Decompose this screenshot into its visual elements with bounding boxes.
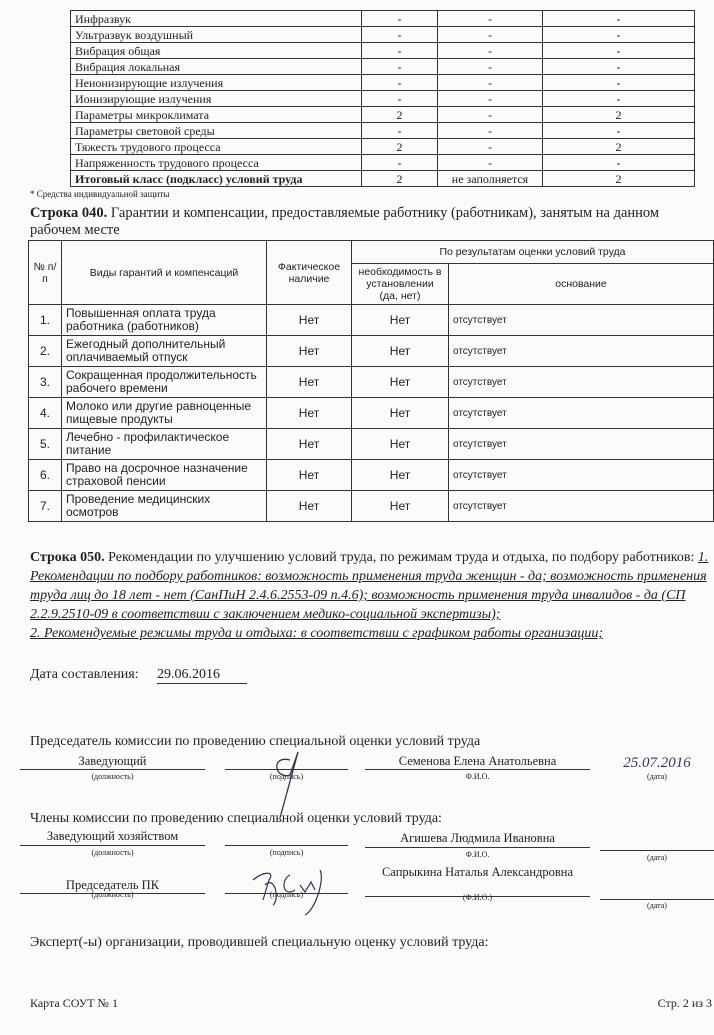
caption: (должность) [91, 890, 134, 899]
class-cell: - [438, 139, 543, 155]
class-cell: не заполняется [438, 171, 543, 187]
row-num: 4. [29, 398, 62, 429]
class-cell: - [543, 11, 695, 27]
table-row [29, 305, 714, 336]
caption: Ф.И.О. [465, 850, 490, 859]
basis-value: отсутствует [449, 460, 714, 491]
class-cell: 2 [362, 171, 438, 187]
chair-date: 25.07.2016 [623, 755, 691, 771]
need-value: Нет [352, 305, 449, 336]
class-cell: 2 [543, 139, 695, 155]
factor-name: Параметры световой среды [71, 123, 362, 139]
factor-name: Инфразвук [71, 11, 362, 27]
chair-heading: Председатель комиссии по проведению специальной оценки условий труда [30, 734, 481, 749]
table-row [71, 43, 695, 59]
class-cell: - [438, 43, 543, 59]
factor-name: Ультразвук воздушный [71, 27, 362, 43]
chair-name: Семенова Елена Анатольевна [398, 754, 557, 768]
basis-value: отсутствует [449, 491, 714, 522]
line [365, 847, 590, 848]
member-position: Председатель ПК [65, 878, 160, 892]
class-cell: - [438, 107, 543, 123]
class-cell: - [438, 11, 543, 27]
class-cell: - [362, 59, 438, 75]
actual-value: Нет [267, 491, 352, 522]
class-cell: 2 [362, 139, 438, 155]
members-heading: Члены комиссии по проведению специальной оценки условий труда: [30, 811, 442, 826]
table-row [71, 155, 695, 171]
table-row [71, 27, 695, 43]
basis-value: отсутствует [449, 429, 714, 460]
line [600, 899, 714, 900]
col-need: необходимость в установлении (да, нет) [352, 264, 449, 305]
line-label: Строка 050. [30, 550, 105, 565]
footer-left: Карта СОУТ № 1 [30, 996, 119, 1010]
line [600, 850, 714, 851]
need-value: Нет [352, 398, 449, 429]
col-actual: Фактическое наличие [267, 241, 352, 305]
table-row [71, 59, 695, 75]
table-row [71, 75, 695, 91]
table-row [71, 107, 695, 123]
date-value: 29.06.2016 [157, 667, 247, 684]
signature-image [260, 730, 310, 820]
actual-value: Нет [267, 367, 352, 398]
factor-name: Вибрация общая [71, 43, 362, 59]
basis-value: отсутствует [449, 398, 714, 429]
class-cell: - [362, 155, 438, 171]
factor-name: Неионизирующие излучения [71, 75, 362, 91]
caption: (должность) [91, 772, 134, 781]
class-cell: - [543, 75, 695, 91]
caption: (подпись) [269, 772, 304, 781]
caption: (подпись) [269, 848, 304, 857]
class-cell: - [543, 43, 695, 59]
need-value: Нет [352, 367, 449, 398]
line [20, 769, 205, 770]
class-cell: - [362, 43, 438, 59]
actual-value: Нет [267, 460, 352, 491]
table-row [71, 171, 695, 187]
caption: (дата) [647, 853, 667, 862]
table-row [29, 429, 714, 460]
signature-image [245, 860, 345, 920]
footer-page: Стр. 2 из 3 [657, 996, 712, 1010]
line [20, 845, 205, 846]
class-cell: - [543, 27, 695, 43]
class-cell: - [438, 75, 543, 91]
guarantee-kind: Молоко или другие равноценные пищевые продукты [62, 398, 267, 429]
row-num: 3. [29, 367, 62, 398]
line-050 [30, 548, 710, 643]
col-num: № п/п [29, 241, 62, 305]
actual-value: Нет [267, 305, 352, 336]
recommendation-2: 2. Рекомендуемые режимы труда и отдыха: в соответствии с графиком работы организации; [30, 626, 603, 641]
row-num: 5. [29, 429, 62, 460]
class-cell: 2 [543, 171, 695, 187]
line [225, 845, 348, 846]
line-text: Рекомендации по улучшению условий труда, по режимам труда и отдыха, по подбору работников: [104, 550, 698, 565]
class-cell: - [362, 123, 438, 139]
expert-heading: Эксперт(-ы) организации, проводившей специальную оценку условий труда: [30, 935, 489, 950]
class-cell: 2 [543, 107, 695, 123]
guarantee-kind: Лечебно - профилактическое питание [62, 429, 267, 460]
member-name: Сапрыкина Наталья Александровна [381, 865, 574, 879]
class-cell: 2 [362, 107, 438, 123]
actual-value: Нет [267, 398, 352, 429]
col-by-results: По результатам оценки условий труда [352, 241, 714, 264]
need-value: Нет [352, 460, 449, 491]
class-cell: - [438, 155, 543, 171]
line-040-heading [30, 205, 710, 239]
table-row [71, 139, 695, 155]
class-cell: - [543, 59, 695, 75]
date-label: Дата составления: [30, 667, 139, 682]
line [365, 769, 590, 770]
guarantee-kind: Сокращенная продолжительность рабочего времени [62, 367, 267, 398]
chair-position: Заведующий [78, 754, 147, 768]
line-text: Гарантии и компенсации, предоставляемые работнику (работникам), занятым на данном рабочем месте [30, 205, 660, 238]
caption: Ф.И.О. [465, 772, 490, 781]
line-label: Строка 040. [30, 205, 108, 221]
table-row [71, 123, 695, 139]
class-cell: - [362, 75, 438, 91]
basis-value: отсутствует [449, 336, 714, 367]
class-cell: - [362, 91, 438, 107]
basis-value: отсутствует [449, 305, 714, 336]
need-value: Нет [352, 429, 449, 460]
class-cell: - [438, 59, 543, 75]
class-cell: - [543, 91, 695, 107]
row-num: 6. [29, 460, 62, 491]
table-row [29, 367, 714, 398]
caption: (подпись) [269, 890, 304, 899]
footnote: * Средства индивидуальной защиты [30, 189, 170, 199]
table-row [71, 11, 695, 27]
table-row [29, 460, 714, 491]
factor-name: Тяжесть трудового процесса [71, 139, 362, 155]
col-basis: основание [449, 264, 714, 305]
class-cell: - [543, 155, 695, 171]
guarantee-kind: Повышенная оплата труда работника (работников) [62, 305, 267, 336]
row-num: 1. [29, 305, 62, 336]
need-value: Нет [352, 491, 449, 522]
factors-table [70, 10, 695, 187]
row-num: 2. [29, 336, 62, 367]
row-num: 7. [29, 491, 62, 522]
actual-value: Нет [267, 429, 352, 460]
table-row [29, 398, 714, 429]
factor-name: Итоговый класс (подкласс) условий труда [71, 171, 362, 187]
factor-name: Вибрация локальная [71, 59, 362, 75]
recommendation-1: 1. Рекомендации по подбору работников: возможность применения труда женщин - да; возможность применения труда лиц до 18 лет - нет (СанПиН 2.4.6.2553-09 п.4.6); возможность применения труда инвалидов - да (СП 2.2.9.2510-09 в соответствии с заключением медико-социальной экспертизы); [30, 550, 709, 622]
class-cell: - [438, 27, 543, 43]
class-cell: - [362, 11, 438, 27]
table-row [29, 336, 714, 367]
actual-value: Нет [267, 336, 352, 367]
guarantee-kind: Ежегодный дополнительный оплачиваемый отпуск [62, 336, 267, 367]
need-value: Нет [352, 336, 449, 367]
factor-name: Параметры микроклимата [71, 107, 362, 123]
caption: (дата) [647, 772, 667, 781]
caption: (Ф.И.О.) [462, 893, 493, 902]
table-row [29, 491, 714, 522]
guarantee-kind: Проведение медицинских осмотров [62, 491, 267, 522]
caption: (должность) [91, 848, 134, 857]
class-cell: - [362, 27, 438, 43]
guarantee-kind: Право на досрочное назначение страховой пенсии [62, 460, 267, 491]
factor-name: Ионизирующие излучения [71, 91, 362, 107]
member-name: Агишева Людмила Ивановна [400, 831, 555, 845]
col-kind: Виды гарантий и компенсаций [62, 241, 267, 305]
caption: (дата) [647, 901, 667, 910]
class-cell: - [543, 123, 695, 139]
factor-name: Напряженность трудового процесса [71, 155, 362, 171]
member-position: Заведующий хозяйством [46, 829, 179, 843]
basis-value: отсутствует [449, 367, 714, 398]
class-cell: - [438, 123, 543, 139]
class-cell: - [438, 91, 543, 107]
table-row [71, 91, 695, 107]
guarantees-table [28, 240, 714, 522]
